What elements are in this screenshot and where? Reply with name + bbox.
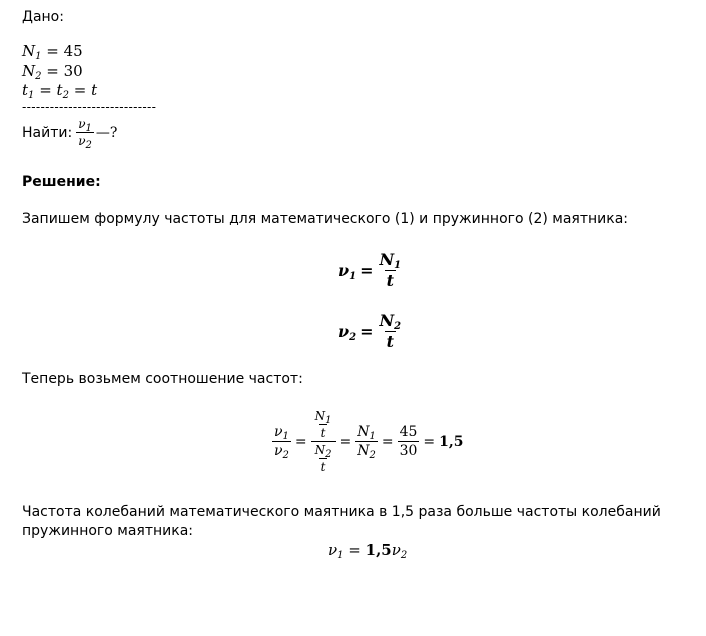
ratio-nu-fraction: $\frac{\nu_1}{\nu_2}$: [274, 424, 289, 461]
find-line: [22, 117, 118, 151]
final-formula: $\nu_1 = 1,5\nu_2$: [328, 541, 408, 561]
given-t: $t_1 = t_2 = t$: [22, 81, 98, 101]
find-suffix: —?: [95, 124, 118, 141]
ratio-complex-fraction: $\frac{\frac{N_1}{t}}{\frac{N_2}{t}}$: [311, 410, 336, 473]
conclusion-line-1: Частота колебаний математического маятника в 1,5 раза больше частоты колебаний: [22, 504, 661, 520]
given-title: Дано:: [22, 9, 64, 25]
solution-intro: Запишем формулу частоты для математического (1) и пружинного (2) маятника:: [22, 211, 629, 227]
find-label: Найти:: [22, 124, 73, 141]
formula-nu1: $\nu_1$ = $\frac{N_1}{t}$: [338, 250, 402, 290]
ratio-result: 1,5: [439, 433, 464, 450]
given-separator: -----------------------------: [22, 100, 157, 114]
ratio-value-fraction: $\frac{45}{30}$: [399, 424, 418, 459]
ratio-intro: Теперь возьмем соотношение частот:: [22, 371, 303, 387]
conclusion-line-2: пружинного маятника:: [22, 523, 194, 539]
formula-nu2: $\nu_2$ = $\frac{N_2}{t}$: [338, 311, 402, 351]
given-n1: $N_1 = 45$: [22, 42, 83, 62]
ratio-chain: $\frac{\nu_1}{\nu_2}$ = $\frac{\frac{N_1}{t}}{\frac{N_2}{t}}$ = $\frac{N_1}{N_2}$ = $\frac{45}{30}$ = 1,5: [274, 409, 464, 474]
given-n2: $N_2 = 30$: [22, 62, 83, 82]
find-fraction: $\frac{\nu_1}{\nu_2}$: [78, 117, 92, 151]
solution-heading: Решение:: [22, 174, 101, 190]
ratio-n-fraction: $\frac{N_1}{N_2}$: [357, 424, 376, 461]
